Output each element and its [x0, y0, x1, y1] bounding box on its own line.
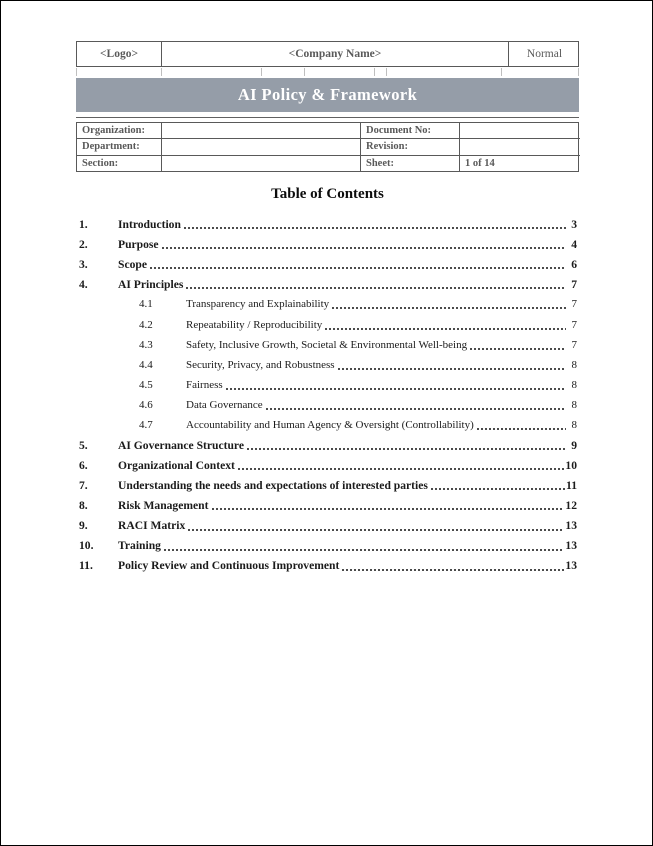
toc-dot-leader [236, 455, 565, 475]
toc-dot-leader [182, 214, 566, 234]
toc-entry-number: 2. [79, 237, 88, 251]
gridline-tick [501, 68, 502, 76]
toc-entry[interactable] [76, 294, 579, 314]
toc-entry-title: AI Governance Structure [118, 438, 245, 452]
toc-entry-title: Introduction [118, 217, 181, 231]
gridline-tick [304, 68, 305, 76]
toc-entry-number: 4.1 [139, 298, 153, 311]
document-title: AI Policy & Framework [237, 85, 418, 104]
meta-label: Revision: [361, 139, 460, 155]
toc-entry[interactable] [76, 515, 579, 535]
toc-entry-title: Purpose [118, 237, 159, 251]
toc-entry[interactable] [76, 435, 579, 455]
toc-entry-page: 8 [571, 358, 577, 371]
toc-entry[interactable] [76, 335, 579, 355]
toc-entry[interactable] [76, 455, 579, 475]
toc-entry-title: Accountability and Human Agency & Oversight (Controllability) [186, 418, 474, 431]
gridline-tick [161, 68, 162, 76]
meta-value[interactable] [460, 139, 580, 155]
meta-value[interactable] [162, 139, 361, 155]
toc-entry-number: 4.5 [139, 378, 153, 391]
toc-entry-page: 3 [571, 217, 577, 231]
toc-entry[interactable] [76, 214, 579, 234]
toc-entry[interactable] [76, 395, 579, 415]
toc-entry-page: 6 [571, 257, 577, 271]
meta-value[interactable] [162, 123, 361, 139]
toc-dot-leader [184, 274, 566, 294]
toc-dot-leader [186, 515, 564, 535]
toc-entry-page: 9 [571, 438, 577, 452]
banner-bottom-border [76, 117, 579, 118]
toc-entry[interactable] [76, 536, 579, 556]
toc-entry-page: 7 [571, 318, 577, 331]
toc-entry[interactable] [76, 375, 579, 395]
toc-entry-page: 12 [565, 498, 577, 512]
style-tag: Normal [526, 48, 563, 60]
toc-entry[interactable] [76, 314, 579, 334]
toc-entry-title: AI Principles [118, 277, 184, 291]
toc-entry-number: 7. [79, 478, 88, 492]
toc-dot-leader [245, 435, 566, 455]
toc-entry-title: Scope [118, 257, 147, 271]
toc-entry-page: 4 [571, 237, 577, 251]
meta-value[interactable] [460, 123, 580, 139]
toc-entry-title: Transparency and Explainability [186, 298, 330, 311]
toc-entry-title: Training [118, 539, 161, 553]
toc-entry-title: Data Governance [186, 398, 263, 411]
toc-entry-page: 10 [565, 458, 577, 472]
gridline-tick [261, 68, 262, 76]
gridline-row [76, 67, 579, 78]
toc-entry-page: 8 [571, 378, 577, 391]
meta-table [76, 122, 579, 172]
toc-dot-leader [162, 536, 564, 556]
toc-entry-number: 4.4 [139, 358, 153, 371]
company-name-placeholder: <Company Name> [162, 42, 509, 66]
toc-entry-title: Fairness [186, 378, 223, 391]
toc-entry-number: 4.2 [139, 318, 153, 331]
toc-entry[interactable] [76, 475, 579, 495]
toc-entry[interactable] [76, 556, 579, 576]
meta-value[interactable] [162, 156, 361, 172]
gridline-tick [386, 68, 387, 76]
toc-heading: Table of Contents [271, 186, 384, 202]
toc-entry-title: Safety, Inclusive Growth, Societal & Environmental Well-being [186, 338, 468, 351]
toc-dot-leader [468, 335, 566, 355]
meta-label: Document No: [361, 123, 460, 139]
toc-entry-number: 6. [79, 458, 88, 472]
toc-entry-page: 13 [565, 559, 577, 573]
document-title-banner [76, 78, 579, 112]
toc-entry[interactable] [76, 355, 579, 375]
toc-entry[interactable] [76, 234, 579, 254]
toc-entry-title: RACI Matrix [118, 518, 186, 532]
toc-entry[interactable] [76, 495, 579, 515]
toc-entry-page: 13 [565, 518, 577, 532]
toc-entry-page: 7 [571, 298, 577, 311]
meta-label: Section: [77, 156, 162, 172]
toc-entry[interactable] [76, 254, 579, 274]
toc-dot-leader [224, 375, 566, 395]
toc-entry-number: 4.6 [139, 398, 153, 411]
toc-entry-page: 7 [571, 277, 577, 291]
toc-dot-leader [429, 475, 565, 495]
toc-entry[interactable] [76, 415, 579, 435]
toc-entry-number: 9. [79, 518, 88, 532]
toc-entry-title: Risk Management [118, 498, 209, 512]
toc-entry-number: 8. [79, 498, 88, 512]
toc-dot-leader [148, 254, 566, 274]
meta-value[interactable]: 1 of 14 [465, 158, 495, 170]
toc-dot-leader [475, 415, 566, 435]
toc-entry-title: Repeatability / Reproducibility [186, 318, 323, 331]
toc-entry-title: Understanding the needs and expectations of interested parties [118, 478, 428, 492]
toc-entry-page: 7 [571, 338, 577, 351]
meta-label: Department: [77, 139, 162, 155]
toc-entry-page: 13 [565, 539, 577, 553]
toc-entry-page: 11 [566, 478, 577, 492]
toc-entry-number: 11. [79, 559, 93, 573]
meta-label: Sheet: [361, 156, 460, 172]
toc-entry-number: 5. [79, 438, 88, 452]
toc-entry-title: Organizational Context [118, 458, 235, 472]
logo-placeholder: <Logo> [77, 42, 162, 66]
toc-entry[interactable] [76, 274, 579, 294]
toc-dot-leader [160, 234, 566, 254]
toc-entry-title: Security, Privacy, and Robustness [186, 358, 335, 371]
toc-entry-number: 4.3 [139, 338, 153, 351]
toc-entry-number: 4. [79, 277, 88, 291]
toc-entry-number: 10. [79, 539, 94, 553]
toc-entry-number: 3. [79, 257, 88, 271]
gridline-tick [578, 68, 579, 76]
toc-list [76, 214, 579, 576]
toc-dot-leader [330, 294, 566, 314]
header-table [76, 41, 579, 67]
toc-entry-number: 1. [79, 217, 88, 231]
meta-label: Organization: [77, 123, 162, 139]
toc-dot-leader [336, 355, 566, 375]
toc-dot-leader [264, 395, 566, 415]
toc-entry-page: 8 [571, 398, 577, 411]
toc-dot-leader [323, 314, 566, 334]
gridline-tick [76, 68, 77, 76]
toc-dot-leader [210, 495, 565, 515]
toc-dot-leader [340, 556, 564, 576]
toc-entry-title: Policy Review and Continuous Improvement [118, 559, 340, 573]
toc-entry-number: 4.7 [139, 418, 153, 431]
gridline-tick [374, 68, 375, 76]
toc-entry-page: 8 [571, 418, 577, 431]
